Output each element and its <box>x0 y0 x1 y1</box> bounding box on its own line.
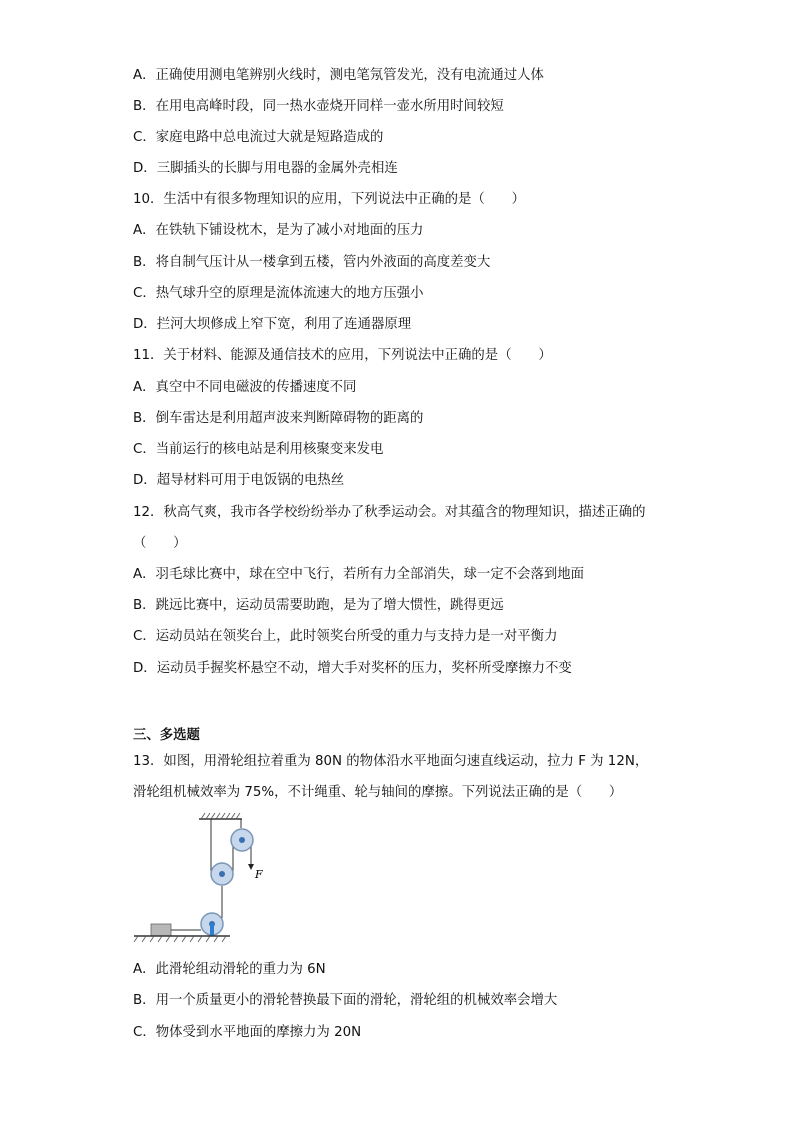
q12-stem-line1: 12．秋高气爽，我市各学校纷纷举办了秋季运动会。对其蕴含的物理知识，描述正确的 <box>133 505 646 520</box>
pulley-mount <box>210 923 214 936</box>
q9-option-c: C．家庭电路中总电流过大就是短路造成的 <box>133 130 384 145</box>
q10-option-d: D．拦河大坝修成上窄下宽，利用了连通器原理 <box>133 317 412 332</box>
q13-stem-line2: 滑轮组机械效率为 75%，不计绳重、轮与轴间的摩擦。下列说法正确的是（ ） <box>133 785 623 800</box>
q10-option-b: B．将自制气压计从一楼拿到五楼，管内外液面的高度差变大 <box>133 255 491 270</box>
q11-stem: 11．关于材料、能源及通信技术的应用，下列说法中正确的是（ ） <box>133 348 552 363</box>
q10-option-c: C．热气球升空的原理是流体流速大的地方压强小 <box>133 286 424 301</box>
force-arrowhead <box>248 864 254 870</box>
q9-option-b: B．在用电高峰时段，同一热水壶烧开同样一壶水所用时间较短 <box>133 99 504 114</box>
q12-stem-line2: （ ） <box>133 536 187 551</box>
q13-option-a: A．此滑轮组动滑轮的重力为 6N <box>133 962 326 977</box>
q11-option-a: A．真空中不同电磁波的传播速度不同 <box>133 380 357 395</box>
q11-option-c: C．当前运行的核电站是利用核聚变来发电 <box>133 442 384 457</box>
q12-option-a: A．羽毛球比赛中，球在空中飞行，若所有力全部消失，球一定不会落到地面 <box>133 567 585 582</box>
force-label: F <box>255 868 263 881</box>
q12-option-d: D．运动员手握奖杯悬空不动，增大手对奖杯的压力，奖杯所受摩擦力不变 <box>133 661 572 676</box>
q10-stem: 10．生活中有很多物理知识的应用，下列说法中正确的是（ ） <box>133 192 525 207</box>
q10-option-a: A．在铁轨下铺设枕木，是为了减小对地面的压力 <box>133 223 424 238</box>
q11-option-b: B．倒车雷达是利用超声波来判断障碍物的距离的 <box>133 411 424 426</box>
movable-pulley-axle <box>219 871 225 877</box>
q11-option-d: D．超导材料可用于电饭锅的电热丝 <box>133 473 345 488</box>
q13-option-c: C．物体受到水平地面的摩擦力为 20N <box>133 1025 362 1040</box>
pulley-system-figure <box>130 812 263 944</box>
q13-option-b: B．用一个质量更小的滑轮替换最下面的滑轮，滑轮组的机械效率会增大 <box>133 993 558 1008</box>
ceiling-hatch <box>201 813 240 819</box>
fixed-pulley-axle <box>239 837 245 843</box>
q13-stem-line1: 13．如图，用滑轮组拉着重为 80N 的物体沿水平地面匀速直线运动，拉力 F 为 12N， <box>133 754 649 769</box>
ground-hatch <box>134 936 226 942</box>
section-title-multiple-choice: 三、多选题 <box>133 728 200 743</box>
q9-option-a: A．正确使用测电笔辨别火线时，测电笔氖管发光，没有电流通过人体 <box>133 68 544 83</box>
q12-option-b: B．跳远比赛中，运动员需要助跑，是为了增大惯性，跳得更远 <box>133 598 504 613</box>
q12-option-c: C．运动员站在领奖台上，此时领奖台所受的重力与支持力是一对平衡力 <box>133 629 558 644</box>
object-block <box>151 924 171 936</box>
q9-option-d: D．三脚插头的长脚与用电器的金属外壳相连 <box>133 161 398 176</box>
